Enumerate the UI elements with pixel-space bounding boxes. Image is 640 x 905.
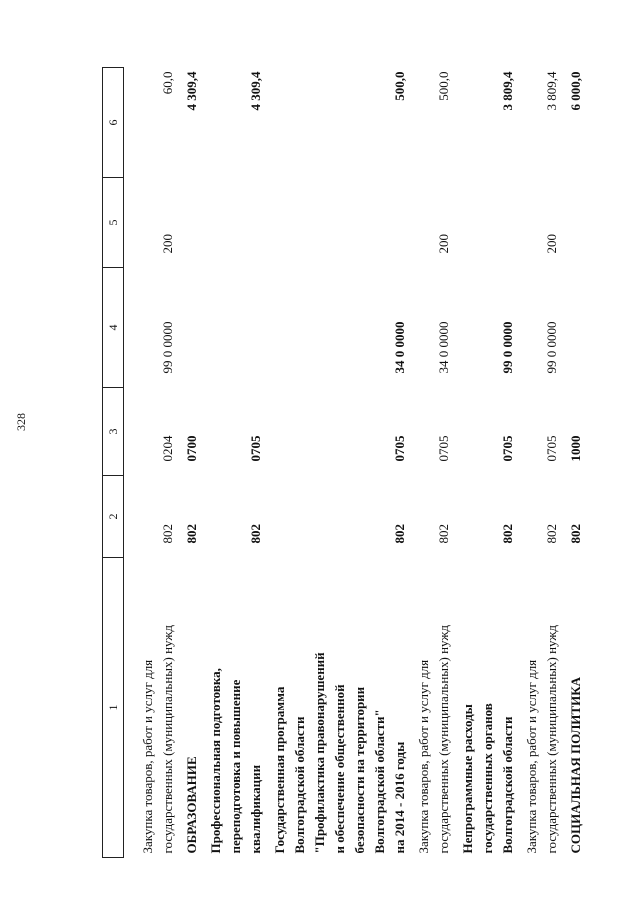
budget-table (102, 67, 587, 858)
summa-value: 60,0 (160, 71, 175, 95)
razdel-code: 0705 (500, 435, 515, 462)
celevaya-statya: 99 0 0000 (500, 321, 515, 374)
vedomstvo-code: 802 (184, 524, 199, 544)
row-label: Закупка товаров, работ и услуг для государственных (муниципальных) нужд (524, 625, 559, 854)
vedomstvo-code: 802 (544, 524, 559, 544)
summa-value: 3 809,4 (544, 71, 559, 111)
summa-value: 6 000,0 (568, 71, 583, 111)
razdel-code: 0700 (184, 435, 199, 462)
summa-value: 3 809,4 (500, 71, 515, 111)
razdel-code: 0705 (436, 435, 451, 462)
vedomstvo-code: 802 (248, 524, 263, 544)
row-label: Профессиональная подготовка, переподготовка и повышение квалификации (208, 668, 263, 854)
razdel-code: 0705 (392, 435, 407, 462)
column-header: 5 (103, 178, 124, 268)
celevaya-statya: 99 0 0000 (544, 321, 559, 374)
column-header: 6 (103, 68, 124, 178)
row-label: СОЦИАЛЬНАЯ ПОЛИТИКА (568, 676, 583, 854)
table-row (455, 68, 519, 858)
column-header: 1 (103, 558, 124, 858)
vid-rashodov: 200 (160, 234, 175, 254)
table-row (179, 68, 203, 858)
summa-value: 4 309,4 (248, 71, 263, 111)
row-label: Закупка товаров, работ и услуг для государственных (муниципальных) нужд (416, 625, 451, 854)
header-row (103, 68, 124, 858)
summa-value: 4 309,4 (184, 71, 199, 111)
column-header: 4 (103, 268, 124, 388)
table-row (563, 68, 587, 858)
celevaya-statya: 99 0 0000 (160, 321, 175, 374)
table-row (411, 68, 455, 858)
table-body (124, 68, 588, 858)
vid-rashodov: 200 (436, 234, 451, 254)
table-row (124, 68, 180, 858)
row-label: Государственная программа Волгоградской области "Профилактика правонарушений и обеспечение общественной безопасности на территории Волгоградской области" на 2014 - 2016 годы (272, 652, 407, 854)
razdel-code: 0204 (160, 435, 175, 462)
vedomstvo-code: 802 (160, 524, 175, 544)
celevaya-statya: 34 0 0000 (436, 321, 451, 374)
table-row (203, 68, 267, 858)
celevaya-statya: 34 0 0000 (392, 321, 407, 374)
row-label: Закупка товаров, работ и услуг для государственных (муниципальных) нужд (140, 625, 175, 854)
razdel-code: 1000 (568, 435, 583, 462)
row-label: ОБРАЗОВАНИЕ (184, 756, 199, 854)
row-label: Непрограммные расходы государственных органов Волгоградской области (460, 703, 515, 854)
vid-rashodov: 200 (544, 234, 559, 254)
vedomstvo-code: 802 (392, 524, 407, 544)
summa-value: 500,0 (436, 71, 451, 101)
razdel-code: 0705 (248, 435, 263, 462)
table-row (519, 68, 563, 858)
vedomstvo-code: 802 (568, 524, 583, 544)
summa-value: 500,0 (392, 71, 407, 101)
page-number: 328 (14, 413, 28, 431)
column-header: 2 (103, 476, 124, 558)
razdel-code: 0705 (544, 435, 559, 462)
column-header: 3 (103, 388, 124, 476)
rotated-page (102, 68, 612, 858)
vedomstvo-code: 802 (436, 524, 451, 544)
vedomstvo-code: 802 (500, 524, 515, 544)
table-row (267, 68, 411, 858)
